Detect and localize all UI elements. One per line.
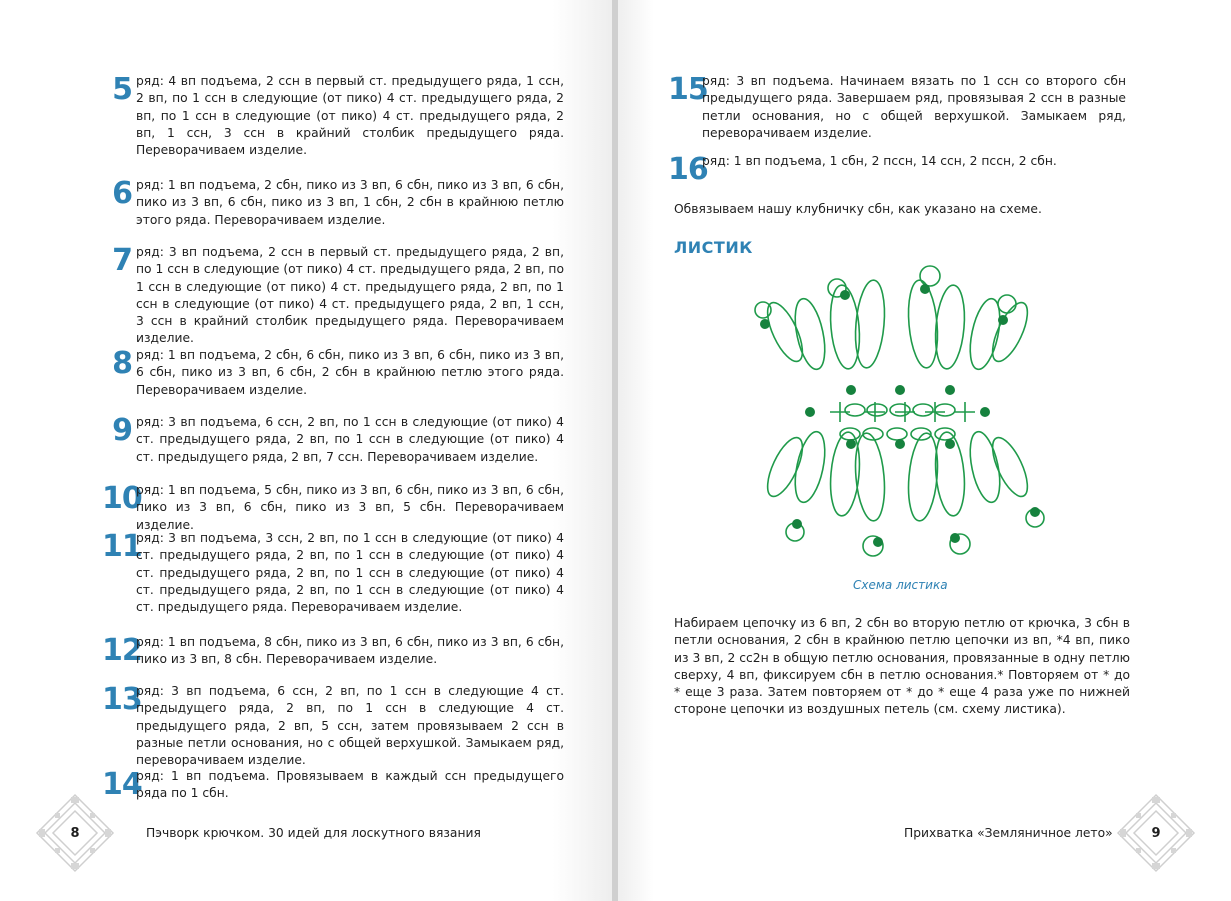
row-text: ряд: 1 вп подъема, 8 сбн, пико из 3 вп, 6 сбн, пико из 3 вп, 6 сбн, пико из 3 вп, 8 сбн. Переворачиваем изделие.: [136, 635, 564, 667]
row-text: ряд: 3 вп подъема, 6 ссн, 2 вп, по 1 ссн в следующие (от пико) 4 ст. предыдущего ряда, 2 вп, по 1 ссн в следующие (от пико) 4 ст. предыдущего ряда, 2 вп, 7 ссн. Переворачиваем изделие.: [136, 415, 564, 464]
row-number: 15: [668, 72, 708, 107]
instructions-paragraph: Набираем цепочку из 6 вп, 2 сбн во вторую петлю от крючка, 3 сбн в петли основания, 2 сбн в крайнюю петлю цепочки из вп, *4 вп, пико из 3 вп, 2 сс2н в общую петлю основания, провязанные в одну петлю сверху, 4 вп, фиксируем сбн в петлю основания.* Повторяем от * до * еще 3 раза. Затем повторяем от * до * еще 4 раза уже по нижней стороне цепочки из воздушных петель (см. схему листика).: [674, 616, 1130, 717]
row-number: 11: [102, 529, 142, 564]
running-footer: Прихватка «Земляничное лето»: [904, 826, 1113, 840]
instruction-row: [668, 73, 1126, 142]
book-gutter: [612, 0, 618, 901]
row-text: ряд: 1 вп подъема, 5 сбн, пико из 3 вп, 6 сбн, пико из 3 вп, 6 сбн, пико из 3 вп, 6 сбн, пико из 3 вп, 5 сбн. Переворачиваем изделие.: [136, 483, 564, 532]
intro-text: Обвязываем нашу клубничку сбн, как указано на схеме.: [674, 202, 1042, 216]
row-text: ряд: 1 вп подъема, 1 сбн, 2 пссн, 14 ссн, 2 пссн, 2 сбн.: [702, 154, 1057, 168]
row-text: ряд: 3 вп подъема, 3 ссн, 2 вп, по 1 ссн в следующие (от пико) 4 ст. предыдущего ряда, 2 вп, по 1 ссн в следующие (от пико) 4 ст. предыдущего ряда, 2 вп, по 1 ссн в следующие (от пико) 4 ст. предыдущего ряда, 2 вп, по 1 ссн в следующие (от пико) 4 ст. предыдущего ряда. Переворачиваем изделие.: [136, 531, 564, 615]
row-number: 9: [112, 413, 132, 448]
row-text: ряд: 1 вп подъема, 2 сбн, пико из 3 вп, 6 сбн, пико из 3 вп, 6 сбн, пико из 3 вп, 6 сбн, пико из 3 вп, 1 сбн, 2 сбн в крайнюю петлю этого ряда. Переворачиваем изделие.: [136, 178, 564, 227]
diagram-caption: Схема листика: [853, 578, 948, 592]
row-number: 12: [102, 633, 142, 668]
row-text: ряд: 1 вп подъема. Провязываем в каждый ссн предыдущего ряда по 1 сбн.: [136, 769, 564, 801]
instruction-row: [102, 634, 564, 669]
instruction-row: [102, 244, 564, 348]
instruction-row: [102, 482, 564, 534]
instruction-row: [102, 177, 564, 229]
row-text: ряд: 3 вп подъема, 2 ссн в первый ст. предыдущего ряда, 2 вп, по 1 ссн в следующие (от пико) 4 ст. предыдущего ряда, 2 вп, по 1 ссн в следующие (от пико) 4 ст. предыдущего ряда, 2 вп, по 1 ссн в следующие (от пико) 4 ст. предыдущего ряда, 2 вп, 1 ссн, 3 ссн в крайний столбик предыдущего ряда. Переворачиваем изделие.: [136, 245, 564, 346]
page-number: 9: [1151, 826, 1161, 841]
row-text: ряд: 3 вп подъема. Начинаем вязать по 1 ссн со второго сбн предыдущего ряда. Завершаем ряд, провязывая 2 ссн в разные петли основания, но с общей верхушкой. Замыкаем ряд, переворачиваем изделие.: [702, 74, 1126, 140]
instruction-row: [102, 347, 564, 399]
row-number: 10: [102, 481, 142, 516]
row-text: ряд: 3 вп подъема, 6 ссн, 2 вп, по 1 ссн в следующие 4 ст. предыдущего ряда, 2 вп, по 1 ссн в следующие 4 ст. предыдущего ряда, 2 вп, 5 ссн, затем провязываем 2 ссн в разные петли основания, но с общей верхушкой. Замыкаем ряд, переворачиваем изделие.: [136, 684, 564, 768]
row-text: ряд: 1 вп подъема, 2 сбн, 6 сбн, пико из 3 вп, 6 сбн, пико из 3 вп, 6 сбн, пико из 3 вп, 6 сбн, 2 сбн в крайнюю петлю этого ряда. Переворачиваем изделие.: [136, 348, 564, 397]
section-title: ЛИСТИК: [674, 238, 753, 257]
instruction-row: [102, 683, 564, 769]
row-number: 5: [112, 72, 132, 107]
row-number: 13: [102, 682, 142, 717]
row-text: ряд: 4 вп подъема, 2 ссн в первый ст. предыдущего ряда, 1 ссн, 2 вп, по 1 ссн в следующие (от пико) 4 ст. предыдущего ряда, 2 вп, по 1 ссн в следующие (от пико) 4 ст. предыдущего ряда, 2 вп, 1 ссн, 3 ссн в крайний столбик предыдущего ряда. Переворачиваем изделие.: [136, 74, 564, 158]
instruction-row: [102, 768, 564, 803]
row-number: 16: [668, 152, 708, 187]
leaf-crochet-diagram: [745, 262, 1055, 562]
instruction-row: [102, 73, 564, 159]
instruction-row: [102, 414, 564, 466]
instruction-row: [102, 530, 564, 616]
running-footer: Пэчворк крючком. 30 идей для лоскутного вязания: [146, 826, 481, 840]
instruction-row: [668, 153, 1126, 185]
page-number: 8: [70, 826, 80, 841]
row-number: 8: [112, 346, 132, 381]
row-number: 7: [112, 243, 132, 278]
row-number: 6: [112, 176, 132, 211]
row-number: 14: [102, 767, 142, 802]
